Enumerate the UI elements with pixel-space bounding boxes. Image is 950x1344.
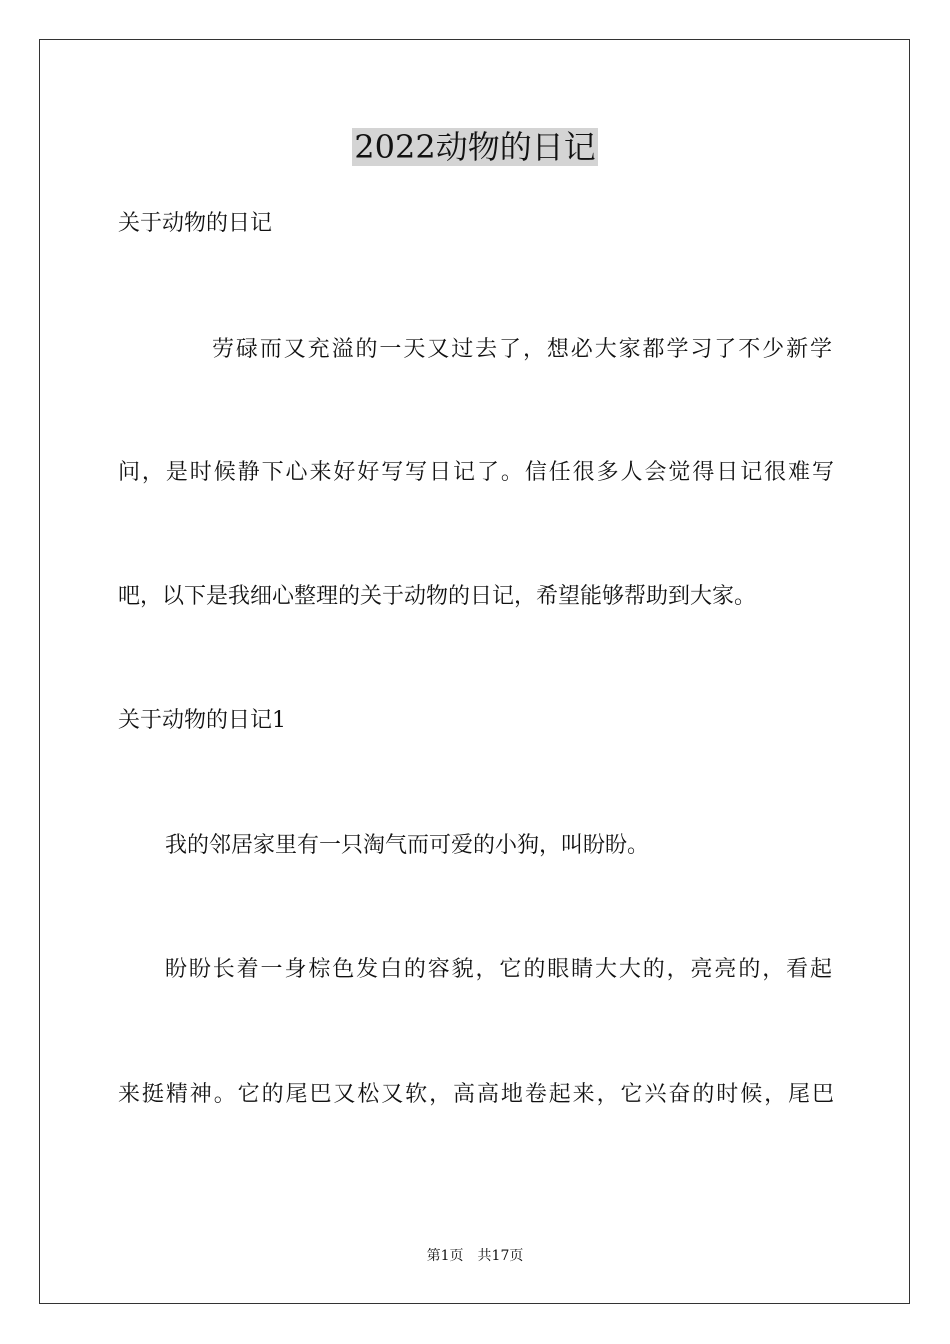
intro-line-1: 劳碌而又充溢的一天又过去了，想必大家都学习了不少新学 [212,337,832,362]
document-title [0,127,950,167]
document-title-text: 2022动物的日记 [354,128,596,166]
body-line-1: 我的邻居家里有一只淘气而可爱的小狗，叫盼盼。 [165,833,650,858]
body-line-3: 来挺精神。它的尾巴又松又软，高高地卷起来，它兴奋的时候，尾巴 [118,1082,834,1107]
intro-line-3: 吧，以下是我细心整理的关于动物的日记，希望能够帮助到大家。 [118,584,757,609]
page-footer [0,1247,950,1265]
page-total: 共17页 [477,1248,524,1264]
body-line-2: 盼盼长着一身棕色发白的容貌，它的眼睛大大的，亮亮的，看起 [165,957,832,982]
intro-line-2: 问，是时候静下心来好好写写日记了。信任很多人会觉得日记很难写 [118,460,834,485]
document-subtitle: 关于动物的日记 [118,211,273,236]
page-number: 第1页 [426,1248,464,1264]
section-heading: 关于动物的日记1 [118,708,286,733]
